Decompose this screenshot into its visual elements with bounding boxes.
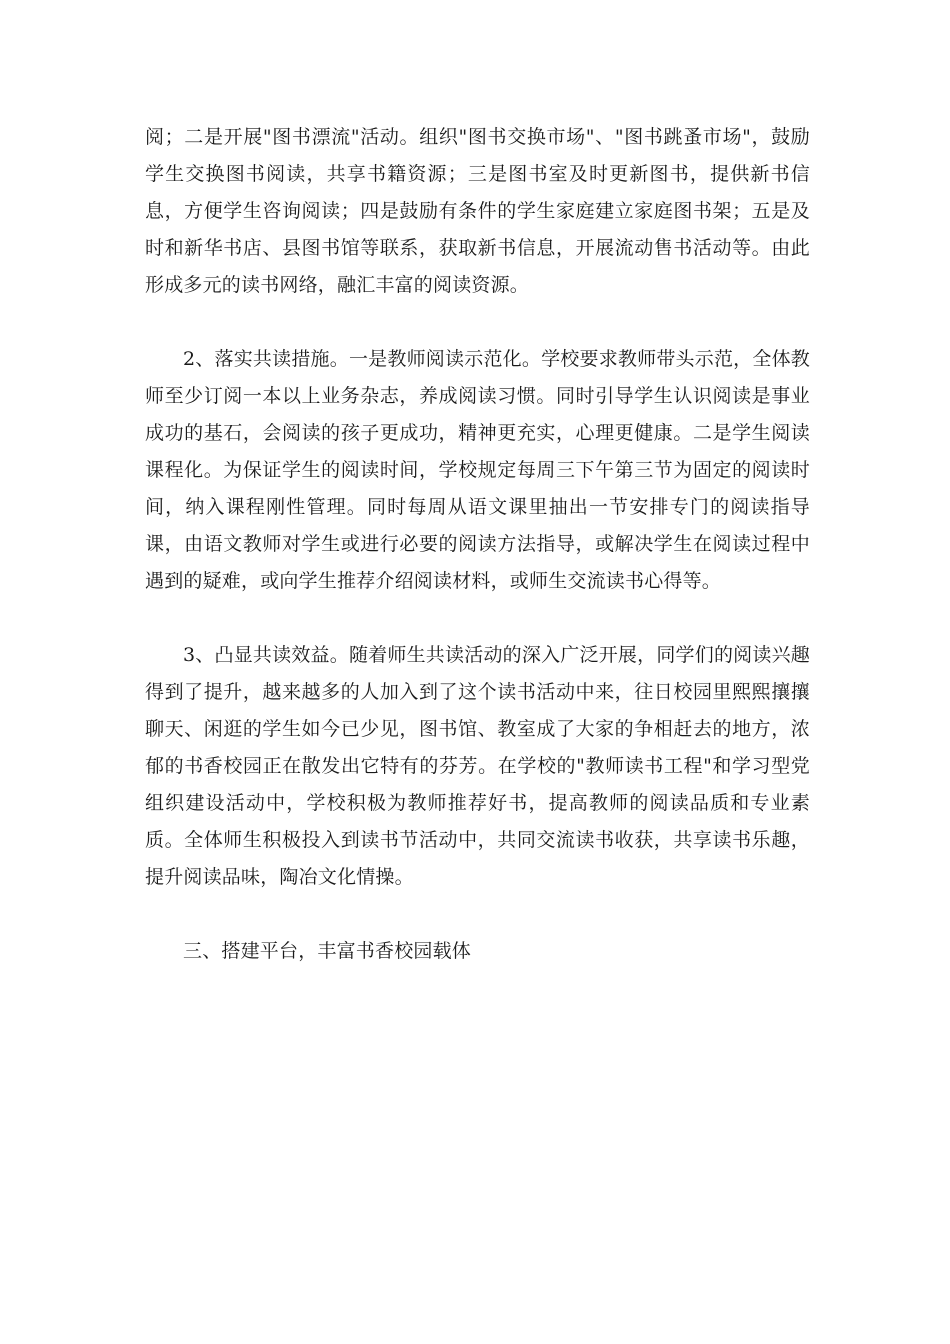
paragraph-reading-measures: 2、落实共读措施。一是教师阅读示范化。学校要求教师带头示范，全体教师至少订阅一本以上业务杂志，养成阅读习惯。同时引导学生认识阅读是事业成功的基石，会阅读的孩子更成功，精神更充实，心理更健康。二是学生阅读课程化。为保证学生的阅读时间，学校规定每周三下午第三节为固定的阅读时间，纳入课程刚性管理。同时每周从语文课里抽出一节安排专门的阅读指导课，由语文教师对学生或进行必要的阅读方法指导，或解决学生在阅读过程中遇到的疑难，或向学生推荐介绍阅读材料，或师生交流读书心得等。 bbox=[145, 348, 810, 592]
paragraph-reading-benefits: 3、凸显共读效益。随着师生共读活动的深入广泛开展，同学们的阅读兴趣得到了提升，越来越多的人加入到了这个读书活动中来，往日校园里熙熙攘攘聊天、闲逛的学生如今已少见，图书馆、教室成了大家的争相赶去的地方，浓郁的书香校园正在散发出它特有的芬芳。在学校的"教师读书工程"和学习型党组织建设活动中，学校积极为教师推荐好书，提高教师的阅读品质和专业素质。全体师生积极投入到读书节活动中，共同交流读书收获，共享读书乐趣，提升阅读品味，陶冶文化情操。 bbox=[145, 644, 810, 888]
paragraph-book-sharing: 阅；二是开展"图书漂流"活动。组织"图书交换市场"、"图书跳蚤市场"，鼓励学生交换图书阅读，共享书籍资源；三是图书室及时更新图书，提供新书信息，方便学生咨询阅读；四是鼓励有条件的学生家庭建立家庭图书架；五是及时和新华书店、县图书馆等联系，获取新书信息，开展流动售书活动等。由此形成多元的读书网络，融汇丰富的阅读资源。 bbox=[145, 126, 810, 296]
document-body bbox=[145, 119, 810, 1007]
section-heading-platform: 三、搭建平台，丰富书香校园载体 bbox=[183, 940, 472, 962]
